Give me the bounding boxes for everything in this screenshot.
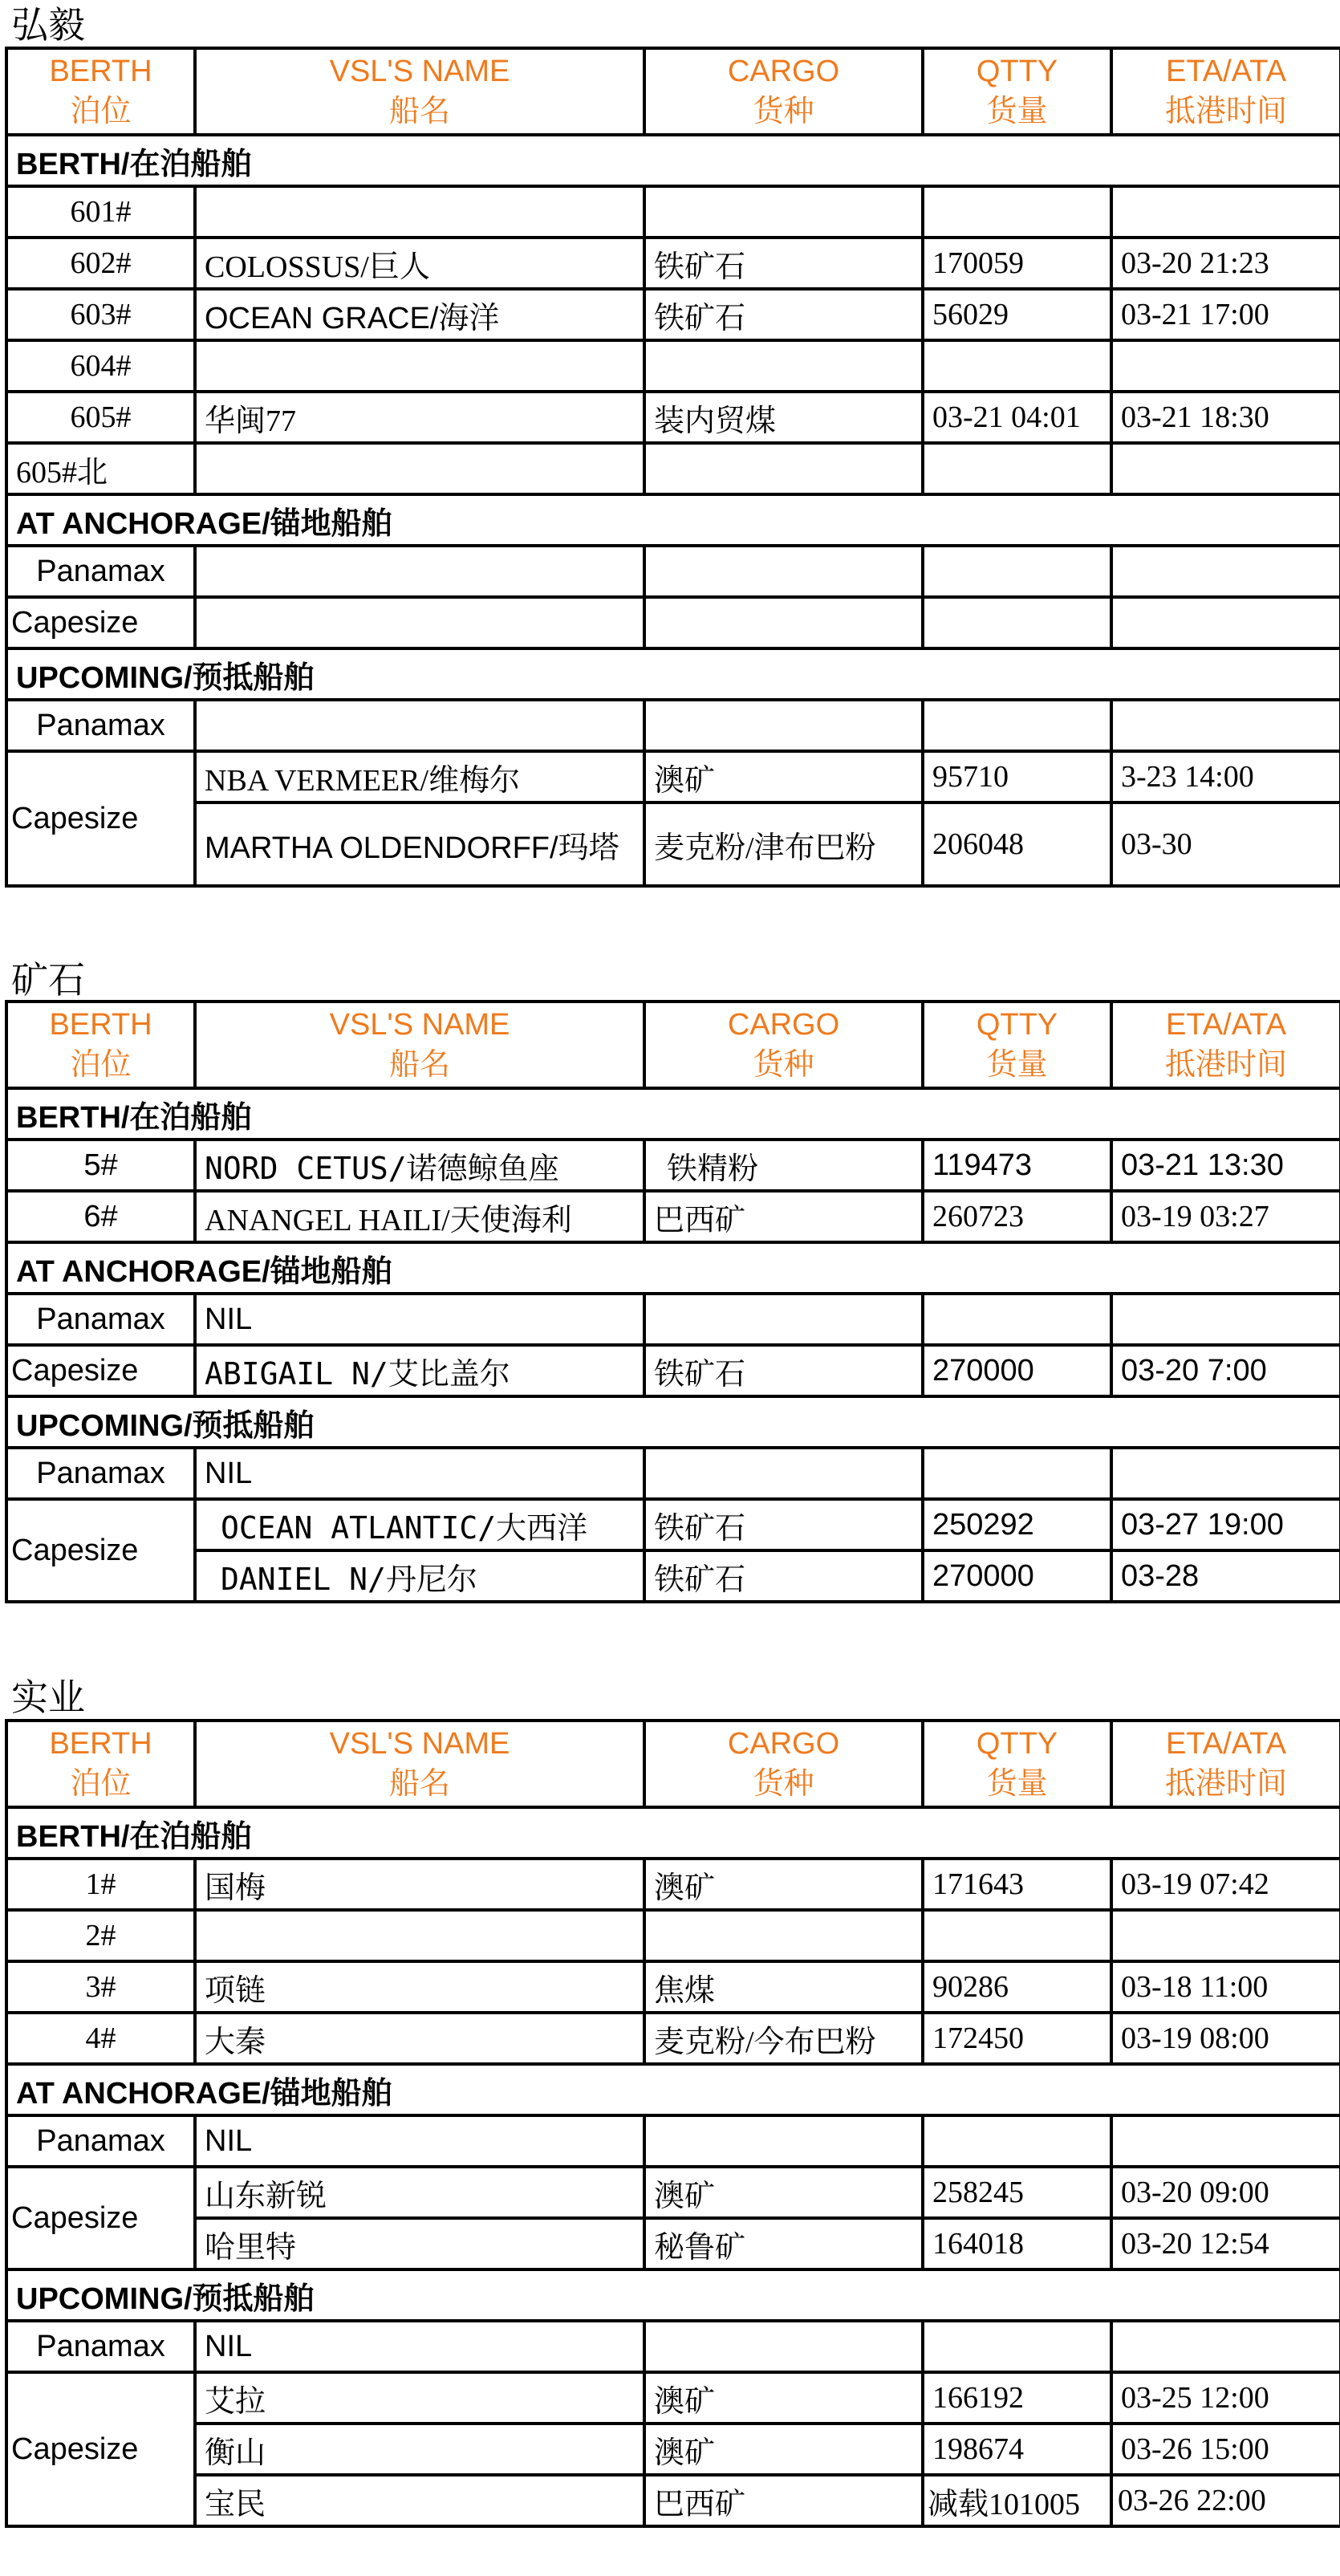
table-row: 宝民 巴西矿 减载101005 03-26 22:00 bbox=[6, 2475, 1340, 2526]
header-row bbox=[6, 48, 1340, 135]
table-row: Panamax NIL bbox=[6, 1294, 1340, 1345]
group-row-upcoming: UPCOMING/预抵船舶 bbox=[6, 2269, 1340, 2321]
group-row-upcoming: UPCOMING/预抵船舶 bbox=[6, 648, 1340, 700]
header-vsl-name: VSL'S NAME 船名 bbox=[195, 1002, 644, 1088]
group-row-anchorage: AT ANCHORAGE/锚地船舶 bbox=[6, 2064, 1340, 2115]
header-eta: ETA/ATA 抵港时间 bbox=[1111, 1721, 1340, 1807]
table-row: Capesize NBA VERMEER/维梅尔 澳矿 95710 3-23 14:00 bbox=[6, 751, 1340, 802]
header-cargo: CARGO 货种 bbox=[644, 1002, 923, 1088]
table-row: Panamax NIL bbox=[6, 2321, 1340, 2372]
table-row: 605#北 bbox=[6, 443, 1340, 494]
table-row: 5# NORD CETUS/诺德鲸鱼座 铁精粉 119473 03-21 13:30 bbox=[6, 1140, 1340, 1191]
table-row: 哈里特 秘鲁矿 164018 03-20 12:54 bbox=[6, 2218, 1340, 2269]
table-row: 4# 大秦 麦克粉/今布巴粉 172450 03-19 08:00 bbox=[6, 2013, 1340, 2064]
table-row: Capesize 艾拉 澳矿 166192 03-25 12:00 bbox=[6, 2372, 1340, 2424]
group-row-berth: BERTH/在泊船舶 bbox=[6, 135, 1340, 186]
table-row: Capesize ABIGAIL N/艾比盖尔 铁矿石 270000 03-20 7:00 bbox=[6, 1345, 1340, 1396]
table-row: Panamax NIL bbox=[6, 1448, 1340, 1499]
table-row: 衡山 澳矿 198674 03-26 15:00 bbox=[6, 2424, 1340, 2475]
table-hongyi bbox=[5, 47, 1340, 888]
table-row: 602# COLOSSUS/巨人 铁矿石 170059 03-20 21:23 bbox=[6, 238, 1340, 289]
group-row-upcoming: UPCOMING/预抵船舶 bbox=[6, 1396, 1340, 1448]
table-row: 605# 华闽77 装内贸煤 03-21 04:01 03-21 18:30 bbox=[6, 392, 1340, 443]
table-row: DANIEL N/丹尼尔 铁矿石 270000 03-28 bbox=[6, 1550, 1340, 1602]
table-ore bbox=[5, 1000, 1340, 1603]
header-vsl-name: VSL'S NAME 船名 bbox=[195, 1721, 644, 1807]
group-row-berth: BERTH/在泊船舶 bbox=[6, 1807, 1340, 1859]
header-cargo: CARGO 货种 bbox=[644, 48, 923, 135]
table-row: 604# bbox=[6, 340, 1340, 392]
header-qtty: QTTY 货量 bbox=[923, 1721, 1111, 1807]
header-qtty: QTTY 货量 bbox=[923, 1002, 1111, 1088]
header-eta: ETA/ATA 抵港时间 bbox=[1111, 1002, 1340, 1088]
group-row-anchorage: AT ANCHORAGE/锚地船舶 bbox=[6, 494, 1340, 546]
table-row: Capesize bbox=[6, 597, 1340, 648]
section-title-shiye: 实业 bbox=[11, 1676, 85, 1719]
section-title-ore: 矿石 bbox=[11, 958, 85, 1002]
group-row-berth: BERTH/在泊船舶 bbox=[6, 1088, 1340, 1140]
table-shiye bbox=[5, 1719, 1340, 2528]
table-row: 1# 国梅 澳矿 171643 03-19 07:42 bbox=[6, 1859, 1340, 1910]
header-eta: ETA/ATA 抵港时间 bbox=[1111, 48, 1340, 135]
table-row: 3# 项链 焦煤 90286 03-18 11:00 bbox=[6, 1961, 1340, 2013]
table-row: Capesize OCEAN ATLANTIC/大西洋 铁矿石 250292 03-27 19:00 bbox=[6, 1499, 1340, 1550]
header-row bbox=[6, 1002, 1340, 1088]
table-row: 603# OCEAN GRACE/海洋 铁矿石 56029 03-21 17:00 bbox=[6, 289, 1340, 340]
section-title-hongyi: 弘毅 bbox=[11, 3, 85, 47]
header-berth: BERTH 泊位 bbox=[6, 1721, 195, 1807]
table-row: 601# bbox=[6, 186, 1340, 238]
table-row: 6# ANANGEL HAILI/天使海利 巴西矿 260723 03-19 03:27 bbox=[6, 1191, 1340, 1242]
table-row: Panamax bbox=[6, 700, 1340, 751]
table-row: 2# bbox=[6, 1910, 1340, 1961]
header-vsl-name: VSL'S NAME 船名 bbox=[195, 48, 644, 135]
header-berth: BERTH 泊位 bbox=[6, 1002, 195, 1088]
header-row bbox=[6, 1721, 1340, 1807]
table-row: Panamax NIL bbox=[6, 2115, 1340, 2167]
header-berth: BERTH 泊位 bbox=[6, 48, 195, 135]
table-row: Panamax bbox=[6, 546, 1340, 597]
header-qtty: QTTY 货量 bbox=[923, 48, 1111, 135]
header-cargo: CARGO 货种 bbox=[644, 1721, 923, 1807]
table-row: MARTHA OLDENDORFF/玛塔 麦克粉/津布巴粉 206048 03-30 bbox=[6, 802, 1340, 886]
group-row-anchorage: AT ANCHORAGE/锚地船舶 bbox=[6, 1242, 1340, 1294]
table-row: Capesize 山东新锐 澳矿 258245 03-20 09:00 bbox=[6, 2167, 1340, 2218]
